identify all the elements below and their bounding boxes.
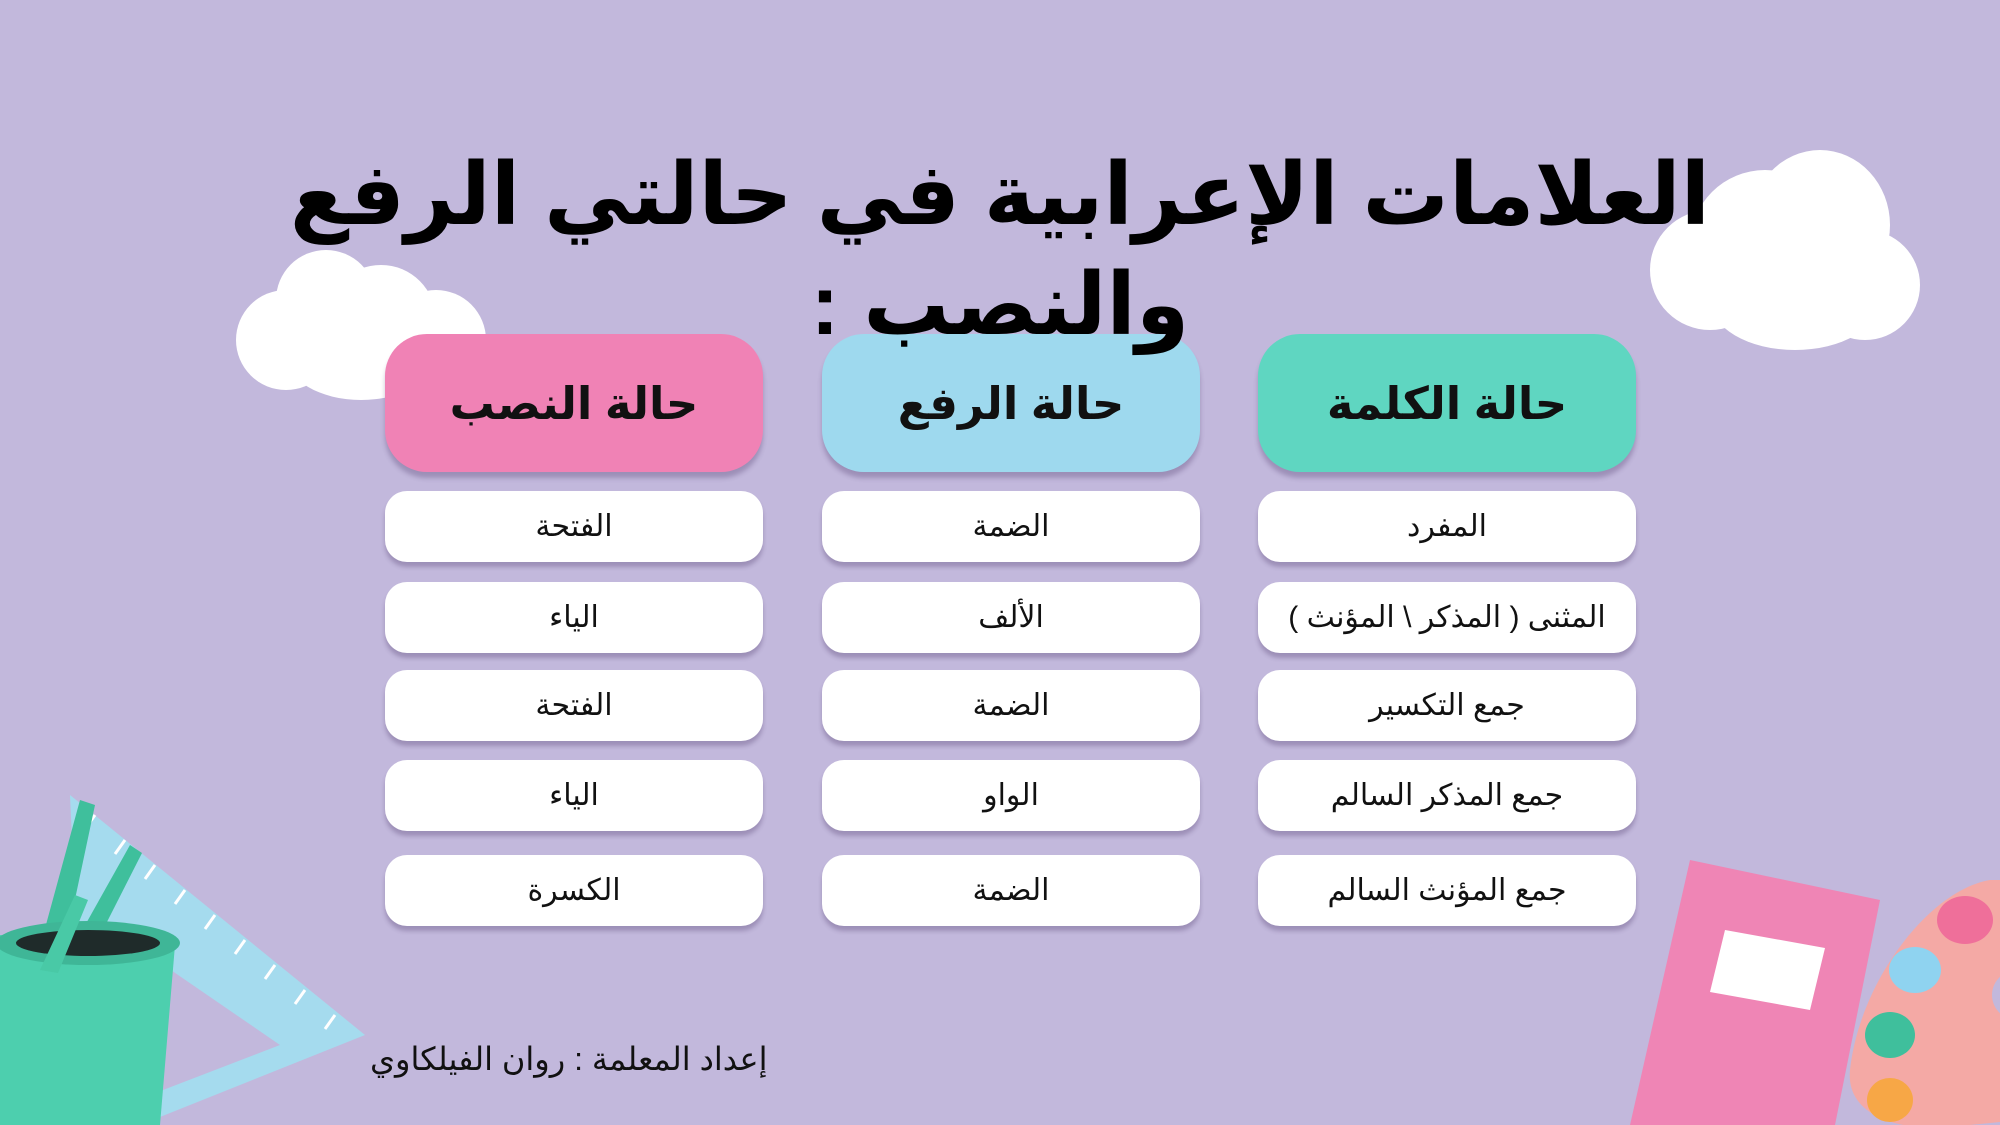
- header-raf: حالة الرفع: [822, 334, 1200, 472]
- raf-cell: الواو: [822, 760, 1200, 831]
- header-word-state: حالة الكلمة: [1258, 334, 1636, 472]
- word-state-cell: المفرد: [1258, 491, 1636, 562]
- word-state-cell: جمع التكسير: [1258, 670, 1636, 741]
- nasb-cell: الفتحة: [385, 670, 763, 741]
- raf-cell: الضمة: [822, 491, 1200, 562]
- nasb-cell: الكسرة: [385, 855, 763, 926]
- nasb-cell: الياء: [385, 582, 763, 653]
- page-title: العلامات الإعرابية في حالتي الرفع والنصب :: [289, 147, 1711, 353]
- header-nasb: حالة النصب: [385, 334, 763, 472]
- word-state-cell: جمع المذكر السالم: [1258, 760, 1636, 831]
- nasb-cell: الفتحة: [385, 491, 763, 562]
- pencil-cup-icon: [0, 795, 200, 1125]
- raf-cell: الألف: [822, 582, 1200, 653]
- word-state-cell: جمع المؤنث السالم: [1258, 855, 1636, 926]
- nasb-cell: الياء: [385, 760, 763, 831]
- author-credit: إعداد المعلمة : روان الفيلكاوي: [370, 1041, 768, 1077]
- raf-cell: الضمة: [822, 855, 1200, 926]
- raf-cell: الضمة: [822, 670, 1200, 741]
- word-state-cell: المثنى ( المذكر \ المؤنث ): [1258, 582, 1636, 653]
- palette-icon: [1820, 870, 2000, 1125]
